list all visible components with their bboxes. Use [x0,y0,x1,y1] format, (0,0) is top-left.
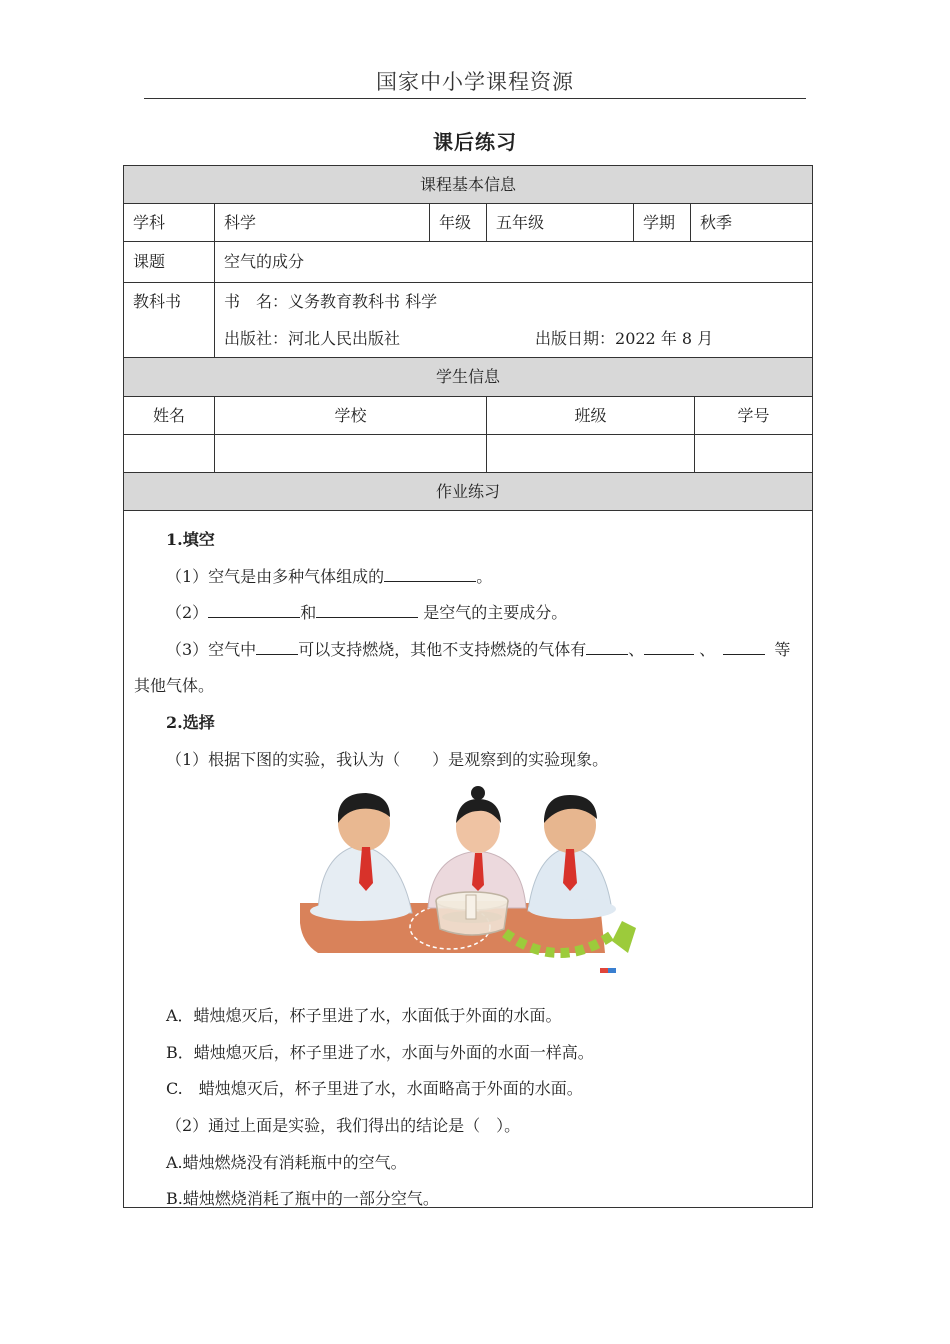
grade-value: 五年级 [486,204,633,241]
fill-q3-text-a: （3）空气中 [166,640,257,659]
corner-mark [600,968,608,973]
textbook-row [124,283,812,358]
fill-q2-blank-2[interactable] [316,603,418,618]
term-label: 学期 [633,204,690,241]
fill-q1-blank[interactable] [384,567,476,582]
choice-q2-option-a[interactable]: A.蜡烛燃烧没有消耗瓶中的空气。 [166,1153,407,1172]
section-course-info [124,166,812,204]
col-class: 班级 [486,397,694,434]
section-student-info [124,358,812,397]
term-value: 秋季 [690,204,812,241]
student-middle [428,786,526,908]
student-right [528,795,616,919]
fill-heading: 1.填空 [166,530,215,549]
fill-q2-num: （2） [166,603,209,622]
fill-q1 [166,564,492,587]
fill-q3-blank-2[interactable] [586,640,628,655]
fill-q3 [166,637,790,660]
publish-date [535,321,713,357]
choice-q1-option-c[interactable]: C. 蜡烛熄灭后，杯子里进了水，水面略高于外面的水面。 [166,1079,583,1098]
section-homework [124,473,812,511]
fill-q1-end: 。 [476,567,493,586]
fill-q3-text-b: 可以支持燃烧，其他不支持燃烧的气体有 [298,640,587,659]
name-cell[interactable] [124,435,214,472]
green-arrow-head [612,921,636,953]
col-student-id: 学号 [694,397,812,434]
section-label: 学生信息 [435,367,500,386]
topic-value: 空气的成分 [214,242,812,282]
fill-q2-text: 是空气的主要成分。 [418,603,568,622]
fill-q2 [166,600,567,623]
student-header-row [124,397,812,435]
fill-q3-blank-4[interactable] [723,640,765,655]
publisher-label: 出版社： [224,329,289,348]
choice-q2: （2）通过上面是实验，我们得出的结论是（ ）。 [166,1116,521,1135]
choice-q1: （1）根据下图的实验，我认为（ ）是观察到的实验现象。 [166,750,609,769]
book-name-value: 义务教育教科书 科学 [288,292,438,311]
subject-row [124,204,812,242]
book-name [224,283,437,321]
worksheet-table [123,165,813,1208]
choice-q1-option-b[interactable]: B．蜡烛熄灭后，杯子里进了水，水面与外面的水面一样高。 [166,1043,594,1062]
fill-q3-text-c: 等 [769,640,791,659]
fill-q1-text: （1）空气是由多种气体组成的 [166,567,385,586]
student-id-cell[interactable] [694,435,812,472]
choice-q1-option-a[interactable]: A．蜡烛熄灭后，杯子里进了水，水面低于外面的水面。 [166,1006,562,1025]
document-title: 课后练习 [433,130,517,154]
class-cell[interactable] [486,435,694,472]
fill-q3-blank-3[interactable] [644,640,694,655]
section-label: 课程基本信息 [419,175,516,194]
choice-heading: 2.选择 [166,713,215,732]
publish-date-label: 出版日期： [535,329,616,348]
school-cell[interactable] [214,435,486,472]
publish-date-value: 2022 年 8 月 [615,329,714,348]
fill-q2-and: 和 [300,603,317,622]
corner-mark [608,968,616,973]
publisher-value: 河北人民出版社 [288,329,401,348]
fill-q3-blank-1[interactable] [256,640,298,655]
subject-label: 学科 [133,213,166,232]
grade-label: 年级 [429,204,486,241]
col-school: 学校 [214,397,486,434]
site-title: 国家中小学课程资源 [376,70,574,94]
publisher [224,321,400,357]
topic-row [124,242,812,283]
book-name-label: 书 名： [224,292,289,311]
header-divider [144,98,806,99]
glass-dish [436,892,508,935]
student-left [310,793,412,921]
student-input-row [124,435,812,473]
textbook-label: 教科书 [133,292,182,311]
fill-q3-line2: 其他气体。 [134,676,215,695]
subject-value: 科学 [214,204,429,241]
col-name: 姓名 [152,406,185,425]
fill-q2-blank-1[interactable] [208,603,300,618]
topic-label: 课题 [133,252,166,271]
choice-q2-option-b[interactable]: B.蜡烛燃烧消耗了瓶中的一部分空气。 [166,1189,439,1208]
fill-q3-sep-1: 、 [628,640,645,659]
fill-q3-sep-2: 、 [694,640,716,659]
section-label: 作业练习 [435,482,500,501]
textbook-details [214,283,812,357]
experiment-illustration [300,783,640,978]
